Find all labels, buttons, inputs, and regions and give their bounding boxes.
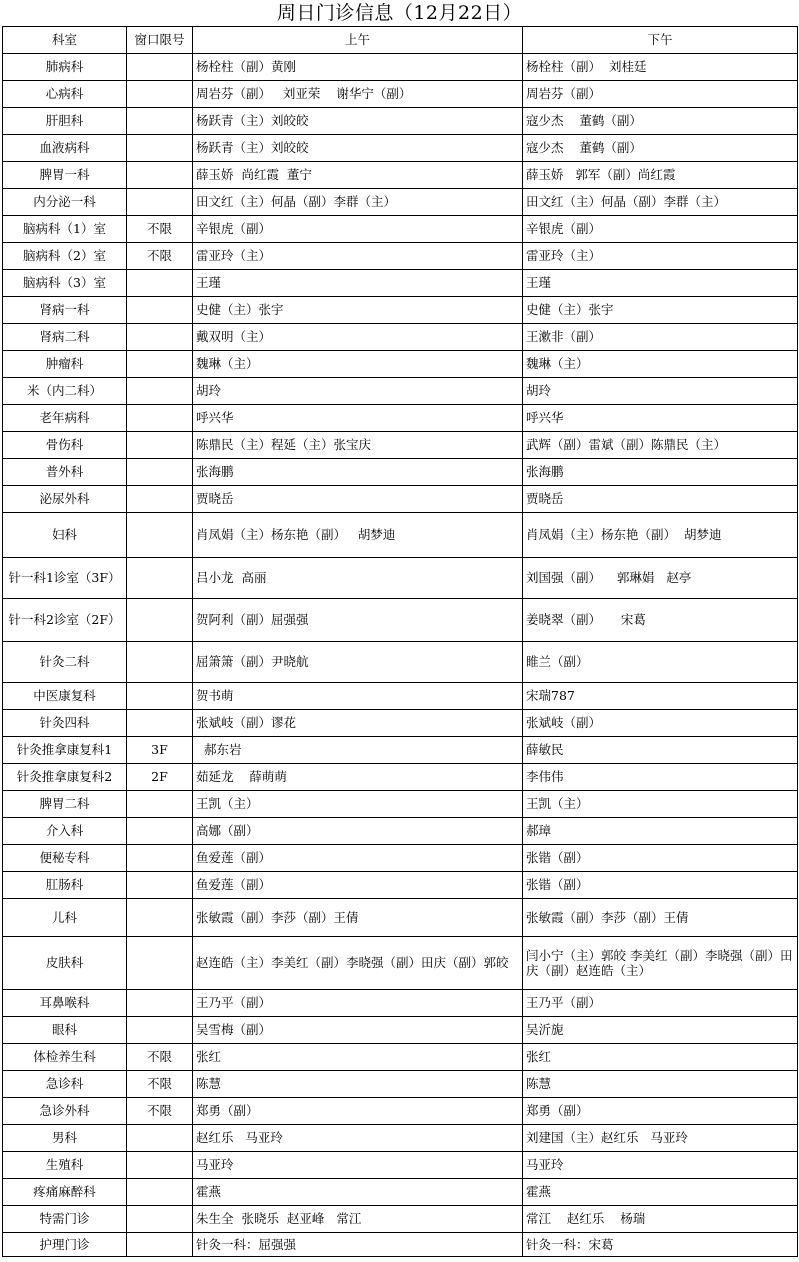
- pm-cell: 魏琳（主）: [523, 351, 798, 378]
- pm-cell: 寇少杰 董鹤（副）: [523, 135, 798, 162]
- am-cell: 田文红（主）何晶（副）李群（主）: [193, 189, 523, 216]
- window-limit-cell: [127, 872, 193, 899]
- pm-cell: 李伟伟: [523, 764, 798, 791]
- am-cell: 戴双明（主）: [193, 324, 523, 351]
- table-row: [3, 937, 798, 990]
- dept-cell: 生殖科: [3, 1152, 127, 1179]
- window-limit-cell: [127, 378, 193, 405]
- table-row: [3, 81, 798, 108]
- pm-cell: 武辉（副）雷斌（副）陈鼎民（主）: [523, 432, 798, 459]
- am-cell: 杨跃青（主）刘皎皎: [193, 135, 523, 162]
- table-row: [3, 737, 798, 764]
- pm-cell: 睢兰（副）: [523, 642, 798, 683]
- dept-cell: 介入科: [3, 818, 127, 845]
- header-pm: 下午: [523, 27, 798, 54]
- table-row: [3, 1098, 798, 1125]
- dept-cell: 针灸推拿康复科1: [3, 737, 127, 764]
- am-cell: 张海鹏: [193, 459, 523, 486]
- dept-cell: 针一科1诊室（3F）: [3, 558, 127, 599]
- window-limit-cell: [127, 135, 193, 162]
- window-limit-cell: [127, 81, 193, 108]
- dept-cell: 皮肤科: [3, 937, 127, 990]
- pm-cell: 吴沂旎: [523, 1017, 798, 1044]
- am-cell: 雷亚玲（主）: [193, 243, 523, 270]
- table-row: [3, 1233, 798, 1257]
- window-limit-cell: [127, 1125, 193, 1152]
- dept-cell: 肿瘤科: [3, 351, 127, 378]
- dept-cell: 便秘专科: [3, 845, 127, 872]
- am-cell: 王凯（主）: [193, 791, 523, 818]
- pm-cell: 刘国强（副） 郭琳娟 赵亭: [523, 558, 798, 599]
- table-row: [3, 378, 798, 405]
- am-cell: 辛银虎（副）: [193, 216, 523, 243]
- am-cell: 陈慧: [193, 1071, 523, 1098]
- pm-cell: 雷亚玲（主）: [523, 243, 798, 270]
- am-cell: 贾晓岳: [193, 486, 523, 513]
- pm-cell: 王漱非（副）: [523, 324, 798, 351]
- dept-cell: 特需门诊: [3, 1206, 127, 1233]
- dept-cell: 妇科: [3, 513, 127, 558]
- am-cell: 赵连皓（主）李美红（副）李晓强（副）田庆（副）郭皎: [193, 937, 523, 990]
- pm-cell: 宋瑞787: [523, 683, 798, 710]
- dept-cell: 肺病科: [3, 54, 127, 81]
- table-row: [3, 683, 798, 710]
- table-row: [3, 216, 798, 243]
- window-limit-cell: 不限: [127, 243, 193, 270]
- dept-cell: 急诊科: [3, 1071, 127, 1098]
- dept-cell: 眼科: [3, 1017, 127, 1044]
- am-cell: 呼兴华: [193, 405, 523, 432]
- table-row: [3, 990, 798, 1017]
- dept-cell: 内分泌一科: [3, 189, 127, 216]
- table-row: [3, 162, 798, 189]
- table-row: [3, 135, 798, 162]
- am-cell: 张斌岐（副）谬花: [193, 710, 523, 737]
- table-row: [3, 1044, 798, 1071]
- dept-cell: 骨伤科: [3, 432, 127, 459]
- am-cell: 周岩芬（副） 刘亚荣 谢华宁（副）: [193, 81, 523, 108]
- pm-cell: 胡玲: [523, 378, 798, 405]
- am-cell: 史健（主）张宇: [193, 297, 523, 324]
- table-row: [3, 899, 798, 937]
- pm-cell: 张红: [523, 1044, 798, 1071]
- window-limit-cell: [127, 108, 193, 135]
- dept-cell: 肾病一科: [3, 297, 127, 324]
- dept-cell: 脾胃二科: [3, 791, 127, 818]
- window-limit-cell: [127, 270, 193, 297]
- dept-cell: 脑病科（2）室: [3, 243, 127, 270]
- am-cell: 陈鼎民（主）程延（主）张宝庆: [193, 432, 523, 459]
- dept-cell: 针灸二科: [3, 642, 127, 683]
- window-limit-cell: [127, 459, 193, 486]
- dept-cell: 心病科: [3, 81, 127, 108]
- window-limit-cell: [127, 486, 193, 513]
- table-row: [3, 845, 798, 872]
- am-cell: 鱼爱莲（副）: [193, 845, 523, 872]
- table-row: [3, 642, 798, 683]
- table-row: [3, 270, 798, 297]
- dept-cell: 普外科: [3, 459, 127, 486]
- window-limit-cell: [127, 324, 193, 351]
- am-cell: 高娜（副）: [193, 818, 523, 845]
- pm-cell: 闫小宁（主）郭皎 李美红（副）李晓强（副）田庆（副）赵连皓（主）: [523, 937, 798, 990]
- dept-cell: 针灸四科: [3, 710, 127, 737]
- window-limit-cell: 不限: [127, 1098, 193, 1125]
- window-limit-cell: [127, 599, 193, 642]
- am-cell: 贺阿利（副）屈强强: [193, 599, 523, 642]
- table-row: [3, 351, 798, 378]
- am-cell: 王瑾: [193, 270, 523, 297]
- dept-cell: 泌尿外科: [3, 486, 127, 513]
- window-limit-cell: [127, 1233, 193, 1257]
- dept-cell: 针灸推拿康复科2: [3, 764, 127, 791]
- am-cell: 鱼爱莲（副）: [193, 872, 523, 899]
- pm-cell: 杨栓柱（副） 刘桂廷: [523, 54, 798, 81]
- table-row: [3, 599, 798, 642]
- window-limit-cell: 不限: [127, 216, 193, 243]
- pm-cell: 郑勇（副）: [523, 1098, 798, 1125]
- am-cell: 贺书萌: [193, 683, 523, 710]
- dept-cell: 耳鼻喉科: [3, 990, 127, 1017]
- am-cell: 王乃平（副）: [193, 990, 523, 1017]
- dept-cell: 脾胃一科: [3, 162, 127, 189]
- header-window-limit: 窗口限号: [127, 27, 193, 54]
- am-cell: 郑勇（副）: [193, 1098, 523, 1125]
- dept-cell: 儿科: [3, 899, 127, 937]
- dept-cell: 老年病科: [3, 405, 127, 432]
- am-cell: 郝东岩: [193, 737, 523, 764]
- table-row: [3, 405, 798, 432]
- dept-cell: 针一科2诊室（2F）: [3, 599, 127, 642]
- window-limit-cell: [127, 189, 193, 216]
- window-limit-cell: [127, 54, 193, 81]
- pm-cell: 陈慧: [523, 1071, 798, 1098]
- window-limit-cell: [127, 558, 193, 599]
- window-limit-cell: [127, 405, 193, 432]
- table-row: [3, 710, 798, 737]
- pm-cell: 薛敏民: [523, 737, 798, 764]
- pm-cell: 姜晓翠（副） 宋葛: [523, 599, 798, 642]
- am-cell: 霍燕: [193, 1179, 523, 1206]
- am-cell: 薛玉娇 尚红霞 董宁: [193, 162, 523, 189]
- dept-cell: 肾病二科: [3, 324, 127, 351]
- window-limit-cell: 3F: [127, 737, 193, 764]
- window-limit-cell: [127, 1206, 193, 1233]
- table-row: [3, 558, 798, 599]
- pm-cell: 刘建国（主）赵红乐 马亚玲: [523, 1125, 798, 1152]
- window-limit-cell: [127, 899, 193, 937]
- am-cell: 肖凤娟（主）杨东艳（副） 胡梦迪: [193, 513, 523, 558]
- pm-cell: 周岩芬（副）: [523, 81, 798, 108]
- table-row: [3, 189, 798, 216]
- am-cell: 魏琳（主）: [193, 351, 523, 378]
- am-cell: 针灸一科：屈强强: [193, 1233, 523, 1257]
- window-limit-cell: 不限: [127, 1044, 193, 1071]
- pm-cell: 薛玉娇 郭军（副）尚红霞: [523, 162, 798, 189]
- am-cell: 吴雪梅（副）: [193, 1017, 523, 1044]
- table-row: [3, 486, 798, 513]
- pm-cell: 王乃平（副）: [523, 990, 798, 1017]
- am-cell: 屈箫箫（副）尹晓航: [193, 642, 523, 683]
- window-limit-cell: [127, 1152, 193, 1179]
- window-limit-cell: [127, 937, 193, 990]
- table-row: [3, 243, 798, 270]
- pm-cell: 王瑾: [523, 270, 798, 297]
- dept-cell: 脑病科（3）室: [3, 270, 127, 297]
- dept-cell: 疼痛麻醉科: [3, 1179, 127, 1206]
- am-cell: 杨跃青（主）刘皎皎: [193, 108, 523, 135]
- pm-cell: 郝璋: [523, 818, 798, 845]
- window-limit-cell: [127, 162, 193, 189]
- table-row: [3, 297, 798, 324]
- table-row: [3, 1071, 798, 1098]
- window-limit-cell: [127, 351, 193, 378]
- page-title: 周日门诊信息（12月22日）: [276, 2, 523, 24]
- window-limit-cell: [127, 1017, 193, 1044]
- dept-cell: 米（内二科）: [3, 378, 127, 405]
- pm-cell: 辛银虎（副）: [523, 216, 798, 243]
- table-row: [3, 1152, 798, 1179]
- pm-cell: 张锴（副）: [523, 845, 798, 872]
- am-cell: 马亚玲: [193, 1152, 523, 1179]
- pm-cell: 史健（主）张宇: [523, 297, 798, 324]
- pm-cell: 寇少杰 董鹤（副）: [523, 108, 798, 135]
- table-row: [3, 432, 798, 459]
- window-limit-cell: [127, 642, 193, 683]
- table-row: [3, 513, 798, 558]
- pm-cell: 张敏霞（副）李莎（副）王倩: [523, 899, 798, 937]
- table-row: [3, 1125, 798, 1152]
- window-limit-cell: [127, 1179, 193, 1206]
- dept-cell: 体检养生科: [3, 1044, 127, 1071]
- dept-cell: 肝胆科: [3, 108, 127, 135]
- pm-cell: 张锴（副）: [523, 872, 798, 899]
- pm-cell: 肖凤娟（主）杨东艳（副） 胡梦迪: [523, 513, 798, 558]
- pm-cell: 贾晓岳: [523, 486, 798, 513]
- table-row: [3, 1179, 798, 1206]
- am-cell: 胡玲: [193, 378, 523, 405]
- table-row: [3, 1206, 798, 1233]
- window-limit-cell: [127, 432, 193, 459]
- table-row: [3, 324, 798, 351]
- dept-cell: 脑病科（1）室: [3, 216, 127, 243]
- window-limit-cell: [127, 990, 193, 1017]
- window-limit-cell: [127, 791, 193, 818]
- window-limit-cell: [127, 710, 193, 737]
- dept-cell: 血液病科: [3, 135, 127, 162]
- am-cell: 朱生全 张晓乐 赵亚峰 常江: [193, 1206, 523, 1233]
- header-am: 上午: [193, 27, 523, 54]
- pm-cell: 针灸一科：宋葛: [523, 1233, 798, 1257]
- am-cell: 杨栓柱（副）黄刚: [193, 54, 523, 81]
- table-row: [3, 459, 798, 486]
- table-row: [3, 791, 798, 818]
- am-cell: 赵红乐 马亚玲: [193, 1125, 523, 1152]
- table-row: [3, 1017, 798, 1044]
- window-limit-cell: [127, 683, 193, 710]
- table-row: [3, 872, 798, 899]
- pm-cell: 田文红（主）何晶（副）李群（主）: [523, 189, 798, 216]
- table-row: [3, 108, 798, 135]
- pm-cell: 常江 赵红乐 杨瑞: [523, 1206, 798, 1233]
- dept-cell: 男科: [3, 1125, 127, 1152]
- window-limit-cell: [127, 513, 193, 558]
- header-row: [3, 27, 798, 54]
- schedule-table: [2, 26, 798, 1257]
- pm-cell: 呼兴华: [523, 405, 798, 432]
- dept-cell: 护理门诊: [3, 1233, 127, 1257]
- window-limit-cell: [127, 297, 193, 324]
- window-limit-cell: [127, 818, 193, 845]
- pm-cell: 张斌岐（副）: [523, 710, 798, 737]
- am-cell: 张敏霞（副）李莎（副）王倩: [193, 899, 523, 937]
- dept-cell: 中医康复科: [3, 683, 127, 710]
- dept-cell: 急诊外科: [3, 1098, 127, 1125]
- table-row: [3, 54, 798, 81]
- window-limit-cell: 不限: [127, 1071, 193, 1098]
- table-row: [3, 818, 798, 845]
- pm-cell: 王凯（主）: [523, 791, 798, 818]
- window-limit-cell: [127, 845, 193, 872]
- header-dept: 科室: [3, 27, 127, 54]
- dept-cell: 肛肠科: [3, 872, 127, 899]
- am-cell: 吕小龙 高丽: [193, 558, 523, 599]
- pm-cell: 霍燕: [523, 1179, 798, 1206]
- table-row: [3, 764, 798, 791]
- am-cell: 茹延龙 薛萌萌: [193, 764, 523, 791]
- window-limit-cell: 2F: [127, 764, 193, 791]
- pm-cell: 张海鹏: [523, 459, 798, 486]
- am-cell: 张红: [193, 1044, 523, 1071]
- schedule-body: [3, 54, 798, 1257]
- pm-cell: 马亚玲: [523, 1152, 798, 1179]
